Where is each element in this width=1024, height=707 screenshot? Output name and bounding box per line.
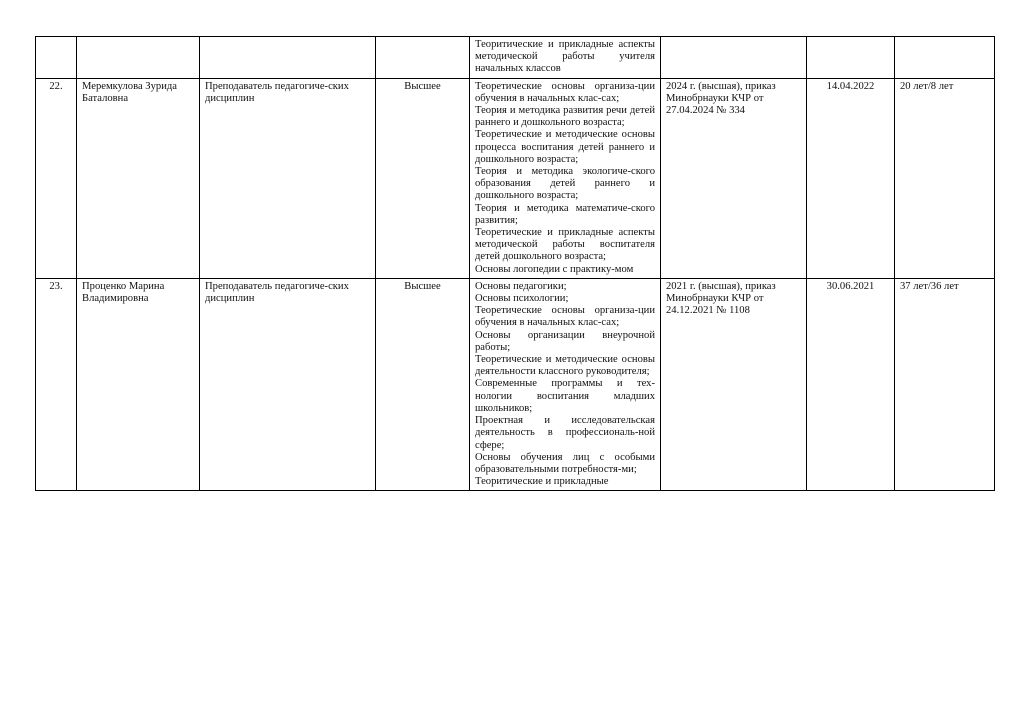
category-cell	[661, 37, 807, 79]
experience-cell: 20 лет/8 лет	[895, 78, 995, 278]
row-number-cell	[36, 37, 77, 79]
table-body	[36, 37, 995, 491]
discipline-item: Теоретические и методические основы деятельности классного руководителя;	[475, 354, 655, 378]
teacher-name-cell: Меремкулова Зурида Баталовна	[77, 78, 200, 278]
discipline-item: Теория и методика математиче-ского развития;	[475, 202, 655, 226]
category-cell: 2021 г. (высшая), приказ Минобрнауки КЧР от 24.12.2021 № 1108	[661, 278, 807, 490]
table-row	[36, 78, 995, 278]
teacher-name-cell	[77, 37, 200, 79]
experience-cell	[895, 37, 995, 79]
discipline-item: Основы психологии;	[475, 293, 569, 305]
education-cell: Высшее	[376, 78, 470, 278]
date-cell: 30.06.2021	[807, 278, 895, 490]
disciplines-cell	[470, 78, 661, 278]
table-row-continued	[36, 37, 995, 79]
discipline-item: Современные программы и тех-нологии воспитания младших школьников;	[475, 378, 655, 414]
experience-cell: 37 лет/36 лет	[895, 278, 995, 490]
discipline-item: Основы обучения лиц с особыми образовательными потребностя-ми;	[475, 451, 655, 475]
position-cell: Преподаватель педагогиче-ских дисциплин	[200, 78, 376, 278]
discipline-item: Проектная и исследовательская деятельность в профессиональ-ной сфере;	[475, 415, 655, 451]
education-cell: Высшее	[376, 278, 470, 490]
discipline-item: Теоритические и прикладные аспекты методической работы учителя начальных классов	[475, 39, 655, 75]
discipline-item: Теоретические и методические основы процесса воспитания детей раннего и дошкольного возраста;	[475, 129, 655, 165]
discipline-item: Основы педагогики;	[475, 280, 567, 292]
discipline-item: Теоретические основы организа-ции обучения в начальных клас-сах;	[475, 305, 655, 329]
row-number-cell: 23.	[36, 278, 77, 490]
position-cell: Преподаватель педагогиче-ских дисциплин	[200, 278, 376, 490]
discipline-item: Теоретические основы организа-ции обучения в начальных клас-сах;	[475, 80, 655, 104]
date-cell	[807, 37, 895, 79]
discipline-item: Теоретические и прикладные аспекты методической работы воспитателя детей дошкольного возраста;	[475, 227, 655, 263]
discipline-item: Основы организации внеурочной работы;	[475, 329, 655, 353]
row-number-cell: 22.	[36, 78, 77, 278]
disciplines-cell	[470, 37, 661, 79]
discipline-item: Теория и методика развития речи детей раннего и дошкольного возраста;	[475, 105, 655, 129]
staff-table	[35, 36, 995, 491]
disciplines-cell	[470, 278, 661, 490]
table-row	[36, 278, 995, 490]
discipline-item: Теория и методика экологиче-ского образования детей раннего и дошкольного возраста;	[475, 166, 655, 202]
date-cell: 14.04.2022	[807, 78, 895, 278]
category-cell: 2024 г. (высшая), приказ Минобрнауки КЧР от 27.04.2024 № 334	[661, 78, 807, 278]
teacher-name-cell: Проценко Марина Владимировна	[77, 278, 200, 490]
position-cell	[200, 37, 376, 79]
education-cell	[376, 37, 470, 79]
discipline-item: Теоритические и прикладные	[475, 476, 609, 488]
discipline-item: Основы логопедии с практику-мом	[475, 263, 634, 275]
